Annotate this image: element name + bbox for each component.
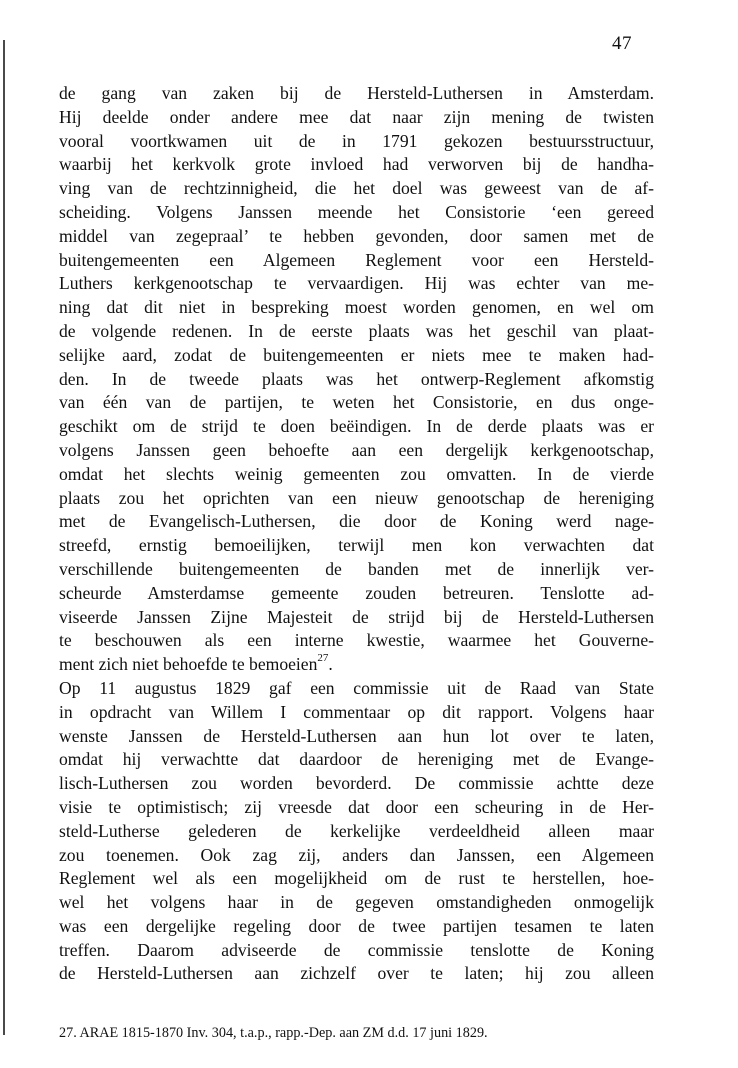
text-line: was een dergelijke regeling door de twee partijen tesamen te laten bbox=[59, 915, 654, 936]
text-line: verschillende buitengemeenten de banden met de innerlijk ver- bbox=[59, 558, 654, 579]
text-line: viseerde Janssen Zijne Majesteit de strijd bij de Hersteld-Luthersen bbox=[59, 606, 654, 627]
text-line: Luthers kerkgenootschap te vervaardigen. Hij was echter van me- bbox=[59, 273, 654, 294]
body-text bbox=[59, 82, 654, 986]
footnote-reference[interactable]: 27 bbox=[317, 652, 329, 665]
text-fragment: ment zich niet behoefde te bemoeien bbox=[59, 654, 318, 675]
text-line: ning dat dit niet in bespreking moest worden genomen, en wel om bbox=[59, 297, 654, 318]
text-line: Hij deelde onder andere mee dat naar zijn mening de twisten bbox=[59, 106, 654, 127]
text-line: Reglement wel als een mogelijkheid om de rust te herstellen, hoe- bbox=[59, 868, 654, 889]
text-line: scheiding. Volgens Janssen meende het Consistorie ‘een gereed bbox=[59, 201, 654, 222]
text-line: streefd, ernstig bemoeilijken, terwijl men kon verwachten dat bbox=[59, 535, 654, 556]
text-line: buitengemeenten een Algemeen Reglement voor een Hersteld- bbox=[59, 249, 654, 270]
text-line: geschikt om de strijd te doen beëindigen. In de derde plaats was er bbox=[59, 416, 654, 437]
page-edge-line bbox=[3, 40, 5, 1035]
text-line: den. In de tweede plaats was het ontwerp-Reglement afkomstig bbox=[59, 368, 654, 389]
text-line: plaats zou het oprichten van een nieuw genootschap de hereniging bbox=[59, 487, 654, 508]
text-line: wenste Janssen de Hersteld-Luthersen aan hun lot over te laten, bbox=[59, 725, 654, 746]
text-line: zou toenemen. Ook zag zij, anders dan Janssen, een Algemeen bbox=[59, 844, 654, 865]
text-line: de volgende redenen. In de eerste plaats was het geschil van plaat- bbox=[59, 320, 654, 341]
page-number: 47 bbox=[612, 33, 632, 54]
text-line: ving van de rechtzinnigheid, die het doel was geweest van de af- bbox=[59, 178, 654, 199]
text-line: omdat het slechts weinig gemeenten zou omvatten. In de vierde bbox=[59, 463, 654, 484]
text-line: vooral voortkwamen uit de in 1791 gekozen bestuursstructuur, bbox=[59, 130, 654, 151]
paragraph-1 bbox=[59, 82, 654, 677]
text-line: de gang van zaken bij de Hersteld-Luthersen in Amsterdam. bbox=[59, 83, 654, 103]
text-line: van één van de partijen, te weten het Consistorie, en dus onge- bbox=[59, 392, 654, 413]
text-line: visie te optimistisch; zij vreesde dat door een scheuring in de Her- bbox=[59, 796, 654, 817]
text-line: omdat hij verwachtte dat daardoor de hereniging met de Evange- bbox=[59, 749, 654, 770]
text-line-final bbox=[59, 653, 654, 677]
text-line: de Hersteld-Luthersen aan zichzelf over te laten; hij zou alleen bbox=[59, 963, 654, 984]
text-line: waarbij het kerkvolk grote invloed had verworven bij de handha- bbox=[59, 154, 654, 175]
paragraph-2 bbox=[59, 677, 654, 986]
text-line: Op 11 augustus 1829 gaf een commissie uit de Raad van State bbox=[59, 677, 654, 698]
text-fragment: . bbox=[328, 654, 333, 675]
text-line: middel van zegepraal’ te hebben gevonden, door samen met de bbox=[59, 225, 654, 246]
text-line: lisch-Luthersen zou worden bevorderd. De commissie achtte deze bbox=[59, 773, 654, 794]
text-line: scheurde Amsterdamse gemeente zouden betreuren. Tenslotte ad- bbox=[59, 582, 654, 603]
text-line: te beschouwen als een interne kwestie, waarmee het Gouverne- bbox=[59, 630, 654, 651]
text-line: in opdracht van Willem I commentaar op dit rapport. Volgens haar bbox=[59, 701, 654, 722]
text-line: steld-Lutherse gelederen de kerkelijke verdeeldheid alleen maar bbox=[59, 820, 654, 841]
text-line: wel het volgens haar in de gegeven omstandigheden onmogelijk bbox=[59, 892, 654, 913]
text-line: met de Evangelisch-Luthersen, die door de Koning werd nage- bbox=[59, 511, 654, 532]
footnote: 27. ARAE 1815-1870 Inv. 304, t.a.p., rapp.-Dep. aan ZM d.d. 17 juni 1829. bbox=[59, 1025, 488, 1041]
text-line: selijke aard, zodat de buitengemeenten er niets mee te maken had- bbox=[59, 344, 654, 365]
text-line: volgens Janssen geen behoefte aan een dergelijk kerkgenootschap, bbox=[59, 439, 654, 460]
text-line: treffen. Daarom adviseerde de commissie tenslotte de Koning bbox=[59, 939, 654, 960]
